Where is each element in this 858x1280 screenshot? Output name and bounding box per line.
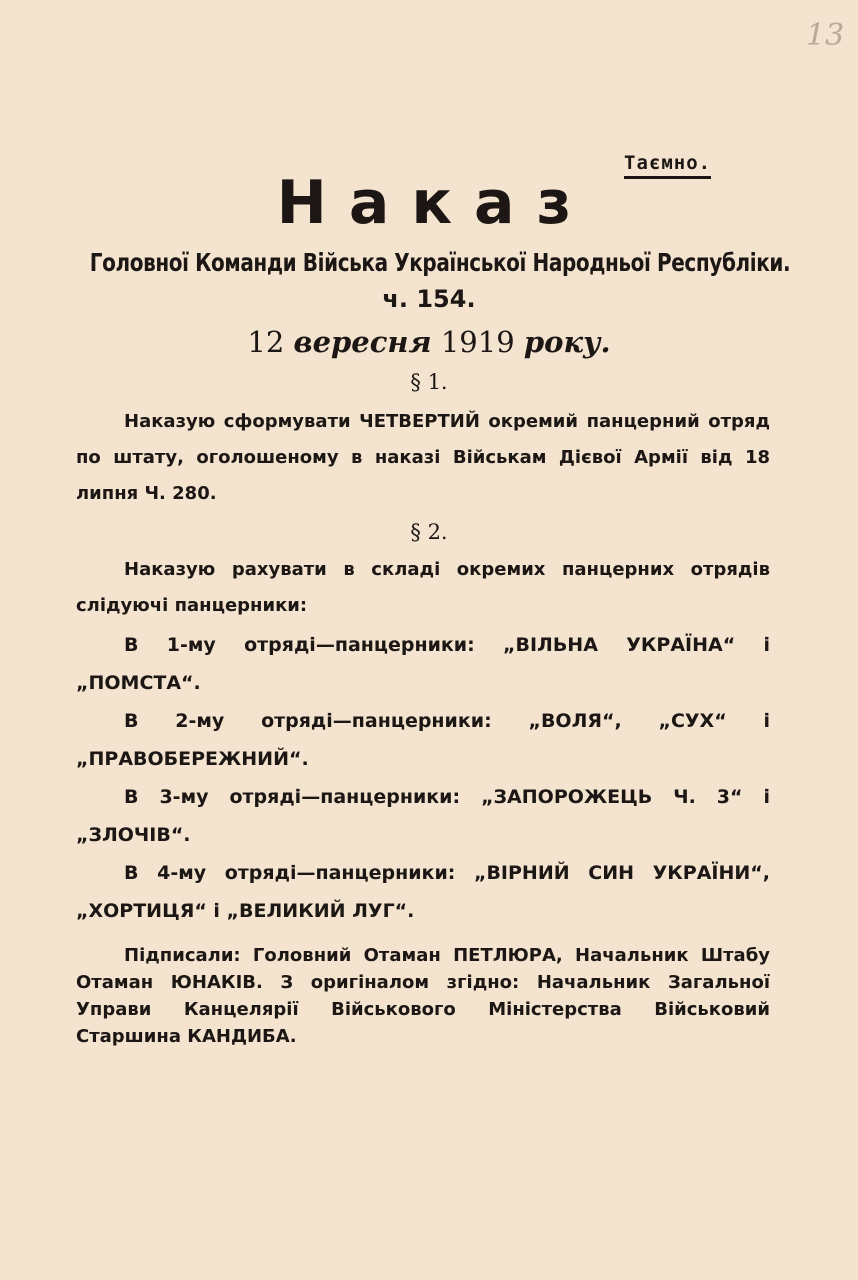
date-month: вересня <box>293 325 432 359</box>
document-title: Наказ <box>276 168 594 238</box>
section-2-item-4: В 4-му отряді—панцерники: „ВІРНИЙ СИН УКРАЇНИ“, „ХОРТИЦЯ“ і „ВЕЛИКИЙ ЛУГ“. <box>76 862 770 922</box>
section-2-text: Наказую рахувати в складі окремих панцерних отрядів слідуючі панцерники: <box>76 559 770 616</box>
page-number: 13 <box>806 18 845 53</box>
order-number: ч. 154. <box>382 285 476 313</box>
section-2-item-1: В 1-му отряді—панцерники: „ВІЛЬНА УКРАЇНА“ і „ПОМСТА“. <box>76 634 770 694</box>
date-year-word: року. <box>523 325 611 359</box>
section-mark-1: § 1. <box>410 370 448 394</box>
section-2-item-2: В 2-му отряді—панцерники: „ВОЛЯ“, „СУХ“ і „ПРАВОБЕРЕЖНИЙ“. <box>76 710 770 770</box>
date-year: 1919 <box>440 325 515 359</box>
section-2-item-3: В 3-му отряді—панцерники: „ЗАПОРОЖЕЦЬ Ч. 3“ і „ЗЛОЧІВ“. <box>76 786 770 846</box>
signature-block: Підписали: Головний Отаман ПЕТЛЮРА, Начальник Штабу Отаман ЮНАКІВ. З оригіналом згідно: Начальник Загальної Управи Канцелярії Військового Міністерства Військовий Старшина КАНДИБА. <box>76 945 770 1047</box>
order-date <box>0 325 858 359</box>
document-subtitle: Головної Команди Війська Української Народньої Республіки. <box>89 247 791 277</box>
section-1-text: Наказую сформувати ЧЕТВЕРТИЙ окремий панцерний отряд по штату, оголошеному в наказі Військам Дієвої Армії від 18 липня Ч. 280. <box>76 411 770 504</box>
secret-label: Таємно. <box>624 152 711 179</box>
section-mark-2: § 2. <box>410 520 448 544</box>
date-day: 12 <box>247 325 285 359</box>
